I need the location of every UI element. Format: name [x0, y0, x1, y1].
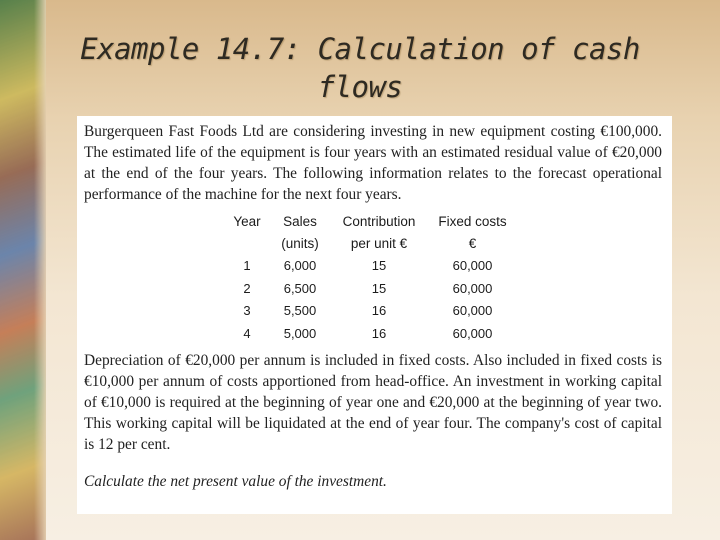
table-header-row	[227, 210, 520, 232]
task-instruction: Calculate the net present value of the investment.	[84, 473, 387, 491]
cell-year: 4	[243, 325, 251, 341]
cell-year: 3	[243, 303, 251, 319]
header-contribution: Contribution	[342, 213, 416, 229]
header-sales: Sales	[283, 213, 317, 229]
cell-fixed-costs: 60,000	[452, 258, 493, 274]
cell-contribution: 15	[371, 280, 387, 296]
table-row	[227, 322, 520, 344]
cell-year: 2	[243, 280, 251, 296]
slide-title: Example 14.7: Calculation of cash flows	[80, 32, 640, 104]
table-row	[227, 255, 520, 277]
cell-contribution: 16	[371, 303, 387, 319]
table-row	[227, 300, 520, 322]
intro-paragraph: Burgerqueen Fast Foods Ltd are considering investing in new equipment costing €100,000. The estimated life of the equipment is four years with an estimated residual value of €20,000 at the end of the four years. The following information relates to the forecast operational performance of the machine for the next four years.	[84, 123, 662, 203]
subheader-sales: (units)	[281, 236, 319, 252]
header-year: Year	[233, 213, 261, 229]
cell-year: 1	[243, 258, 251, 274]
cell-fixed-costs: 60,000	[452, 303, 493, 319]
cell-contribution: 15	[371, 258, 387, 274]
cell-sales: 6,000	[283, 258, 317, 274]
subheader-contribution: per unit €	[350, 236, 408, 252]
cell-fixed-costs: 60,000	[452, 280, 493, 296]
forecast-table	[227, 210, 520, 344]
details-paragraph: Depreciation of €20,000 per annum is included in fixed costs. Also included in fixed costs is €10,000 per annum of costs apportioned from head-office. An investment in working capital of €10,000 is required at the beginning of year one and €20,000 at the beginning of year two. This working capital will be liquidated at the end of year four. The company's cost of capital is 12 per cent.	[84, 352, 662, 454]
table-subheader-row	[227, 232, 520, 254]
cell-contribution: 16	[371, 325, 387, 341]
example-card	[77, 116, 672, 514]
header-fixed-costs: Fixed costs	[438, 213, 507, 229]
cell-sales: 5,500	[283, 303, 317, 319]
cell-sales: 5,000	[283, 325, 317, 341]
cell-fixed-costs: 60,000	[452, 325, 493, 341]
subheader-year	[227, 232, 267, 254]
table-row	[227, 277, 520, 299]
subheader-fixed-costs: €	[468, 236, 477, 252]
cell-sales: 6,500	[283, 280, 317, 296]
